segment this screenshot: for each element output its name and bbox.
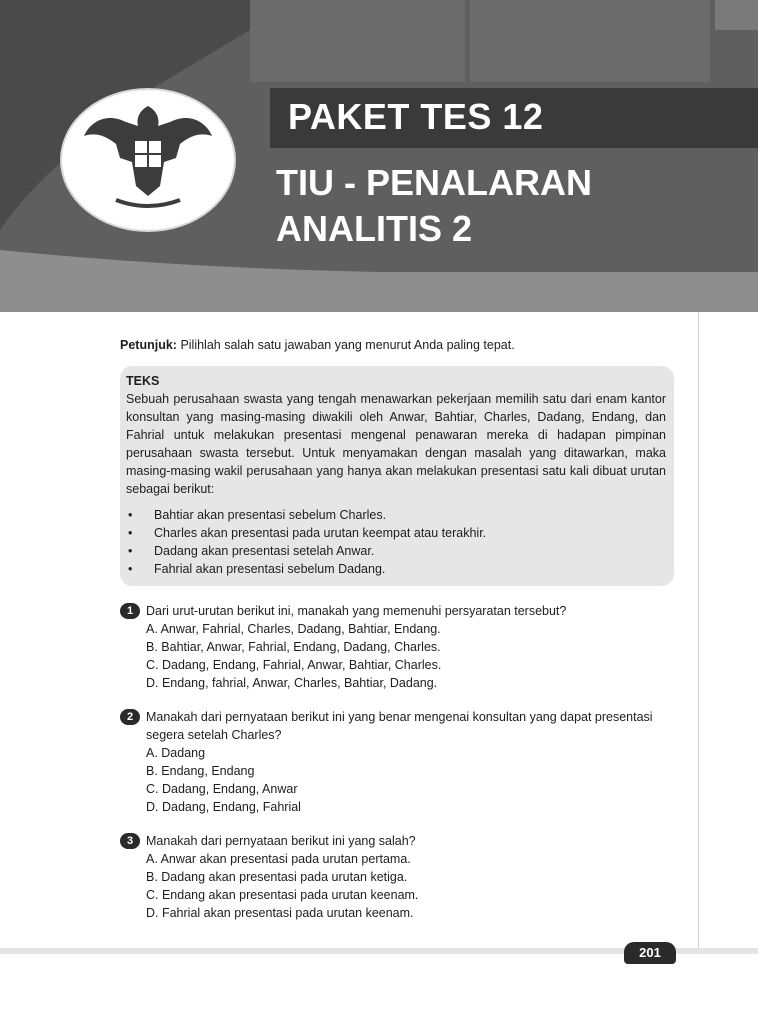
instruction-text: Pilihlah salah satu jawaban yang menurut Anda paling tepat. bbox=[180, 338, 515, 352]
page-number: 201 bbox=[624, 942, 676, 964]
option-c[interactable]: C. Dadang, Endang, Anwar bbox=[146, 782, 298, 796]
question-2 bbox=[120, 708, 676, 816]
question-text: Manakah dari pernyataan berikut ini yang salah? bbox=[146, 834, 416, 848]
option-b[interactable]: B. Bahtiar, Anwar, Fahrial, Endang, Dadang, Charles. bbox=[146, 640, 441, 654]
instruction-label: Petunjuk: bbox=[120, 338, 177, 352]
main-content bbox=[120, 338, 676, 922]
option-b[interactable]: B. Endang, Endang bbox=[146, 764, 255, 778]
question-number-badge: 1 bbox=[120, 603, 140, 619]
garuda-emblem bbox=[60, 88, 236, 232]
option-list bbox=[120, 620, 676, 692]
condition-list bbox=[126, 506, 666, 578]
question-text: Manakah dari pernyataan berikut ini yang benar mengenai konsultan yang dapat presentasi segera setelah Charles? bbox=[146, 710, 653, 742]
question-1 bbox=[120, 602, 676, 692]
option-a[interactable]: A. Dadang bbox=[146, 746, 206, 760]
page-subtitle: TIU - PENALARAN ANALITIS 2 bbox=[276, 162, 592, 249]
instruction bbox=[120, 338, 676, 352]
option-a[interactable]: A. Anwar akan presentasi pada urutan pertama. bbox=[146, 852, 411, 866]
option-list bbox=[120, 850, 676, 922]
option-a[interactable]: A. Anwar, Fahrial, Charles, Dadang, Bahtiar, Endang. bbox=[146, 622, 441, 636]
condition-item: • Charles akan presentasi pada urutan keempat atau terakhir. bbox=[126, 524, 666, 542]
header-banner bbox=[0, 0, 758, 312]
option-c[interactable]: C. Endang akan presentasi pada urutan keenam. bbox=[146, 888, 419, 902]
option-d[interactable]: D. Endang, fahrial, Anwar, Charles, Bahtiar, Dadang. bbox=[146, 676, 438, 690]
condition-item: • Fahrial akan presentasi sebelum Dadang. bbox=[126, 560, 666, 578]
question-3 bbox=[120, 832, 676, 922]
question-number-badge: 2 bbox=[120, 709, 140, 725]
question-text: Dari urut-urutan berikut ini, manakah yang memenuhi persyaratan tersebut? bbox=[146, 604, 567, 618]
option-d[interactable]: D. Fahrial akan presentasi pada urutan keenam. bbox=[146, 906, 414, 920]
option-d[interactable]: D. Dadang, Endang, Fahrial bbox=[146, 800, 301, 814]
page-title: PAKET TES 12 bbox=[288, 96, 544, 137]
condition-item: • Dadang akan presentasi setelah Anwar. bbox=[126, 542, 666, 560]
condition-item: • Bahtiar akan presentasi sebelum Charles. bbox=[126, 506, 666, 524]
text-passage-body: Sebuah perusahaan swasta yang tengah menawarkan pekerjaan memilih satu dari enam kantor konsultan yang masing-masing diwakili oleh Anwar, Bahtiar, Charles, Dadang, Endang, dan Fahrial untuk melakukan presentasi mengenal penawaran mereka di hadapan pimpinan perusahaan swasta tersebut. Untuk menyamakan dengan masalah yang ditawarkan, maka masing-masing wakil perusahaan yang hanya akan melakukan presentasi satu kali dibuat urutan sebagai berikut: bbox=[126, 392, 666, 496]
question-number-badge: 3 bbox=[120, 833, 140, 849]
text-passage-box bbox=[120, 366, 674, 586]
text-passage-heading: TEKS bbox=[126, 374, 160, 388]
option-list bbox=[120, 744, 676, 816]
page-edge bbox=[698, 312, 699, 952]
garuda-icon bbox=[76, 96, 220, 224]
option-b[interactable]: B. Dadang akan presentasi pada urutan ketiga. bbox=[146, 870, 408, 884]
option-c[interactable]: C. Dadang, Endang, Fahrial, Anwar, Bahtiar, Charles. bbox=[146, 658, 442, 672]
